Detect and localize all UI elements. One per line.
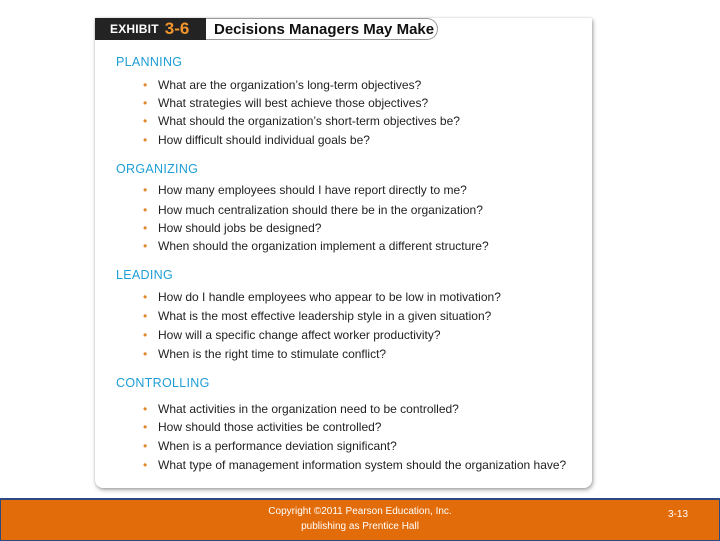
exhibit-tag	[95, 18, 206, 40]
bullet-icon: •	[143, 309, 148, 323]
exhibit-label: EXHIBIT	[110, 22, 159, 36]
section-heading-organizing: ORGANIZING	[116, 162, 199, 176]
exhibit-panel	[95, 18, 592, 488]
exhibit-header	[95, 18, 592, 40]
bullet-icon: •	[143, 420, 148, 434]
section-heading-planning: PLANNING	[116, 55, 183, 69]
footer-bar	[0, 498, 720, 541]
question-text: What type of management information system should the organization have?	[158, 458, 567, 472]
question-text: How will a specific change affect worker productivity?	[158, 328, 441, 342]
question-text: When should the organization implement a different structure?	[158, 239, 489, 253]
copyright-text	[220, 504, 500, 534]
bullet-icon: •	[143, 328, 148, 342]
question-text: What are the organization’s long-term objectives?	[158, 78, 422, 92]
exhibit-title: Decisions Managers May Make	[206, 18, 438, 40]
question-text: How should those activities be controlled?	[158, 420, 382, 434]
bullet-icon: •	[143, 290, 148, 304]
bullet-icon: •	[143, 78, 148, 92]
bullet-icon: •	[143, 203, 148, 217]
bullet-icon: •	[143, 347, 148, 361]
bullet-icon: •	[143, 221, 148, 235]
bullet-icon: •	[143, 133, 148, 147]
bullet-icon: •	[143, 239, 148, 253]
question-text: When is the right time to stimulate conflict?	[158, 347, 387, 361]
copyright-line-1: Copyright ©2011 Pearson Education, Inc.	[268, 506, 452, 517]
bullet-icon: •	[143, 96, 148, 110]
question-text: What is the most effective leadership style in a given situation?	[158, 309, 492, 323]
question-text: When is a performance deviation significant?	[158, 439, 397, 453]
bullet-icon: •	[143, 458, 148, 472]
copyright-line-2: publishing as Prentice Hall	[301, 521, 419, 532]
page-number: 3-13	[667, 509, 688, 520]
exhibit-number: 3-6	[164, 19, 190, 38]
bullet-icon: •	[143, 114, 148, 128]
question-text: How many employees should I have report directly to me?	[158, 183, 467, 197]
question-text: How much centralization should there be in the organization?	[158, 203, 483, 217]
question-text: What strategies will best achieve those objectives?	[158, 96, 429, 110]
question-text: How should jobs be designed?	[158, 221, 322, 235]
bullet-icon: •	[143, 402, 148, 416]
question-text: What should the organization’s short-term objectives be?	[158, 114, 460, 128]
bullet-icon: •	[143, 439, 148, 453]
question-text: What activities in the organization need to be controlled?	[158, 402, 459, 416]
section-heading-controlling: CONTROLLING	[116, 376, 210, 390]
bullet-icon: •	[143, 183, 148, 197]
question-text: How do I handle employees who appear to be low in motivation?	[158, 290, 501, 304]
section-heading-leading: LEADING	[116, 268, 173, 282]
question-text: How difficult should individual goals be?	[158, 133, 370, 147]
